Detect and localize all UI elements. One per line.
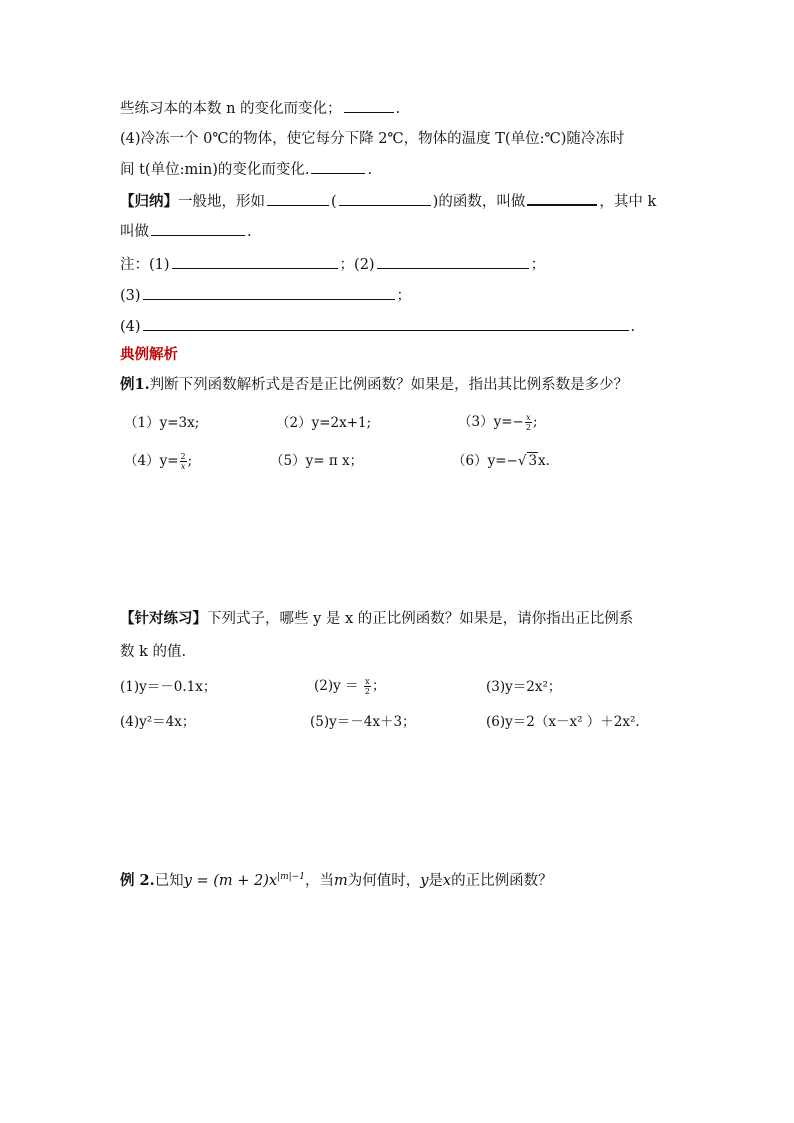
summary-tag: 【归纳】: [120, 193, 178, 210]
section-title: 典例解析: [120, 346, 178, 363]
example-1-question: 例1.判断下列函数解析式是否是正比例函数？如果是，指出其比例系数是多少？: [120, 376, 629, 393]
blank: [339, 191, 431, 206]
intro-line-3: 间 t(单位:min)的变化而变化. .: [120, 159, 372, 180]
example-2-question: 例 2.已知$y = (m + 2)x^{|m|-1}$，当m为何值时，y是x的正比例函数？: [120, 871, 553, 889]
blank: [311, 159, 365, 174]
practice-line-1: 【针对练习】下列式子，哪些 y 是 x 的正比例函数？如果是，请你指出正比例系: [120, 610, 634, 627]
formula: y = (m + 2)x: [183, 872, 278, 889]
practice-item-2: (2)y ＝ $\frac{x}{2}$ ；: [314, 677, 386, 696]
practice-item-6: (6)y＝2（x－x² ）＋2x².: [486, 714, 640, 730]
blank: [267, 191, 329, 206]
fraction: $\frac{x}{2}$: [364, 677, 370, 696]
practice-tag: 【针对练习】: [120, 610, 207, 627]
formula-exponent: |m|−1: [277, 872, 305, 882]
summary-line-1: 【归纳】一般地，形如 ( )的函数，叫做 ，其中 k: [120, 190, 656, 212]
ex1-item-6: （6）y=−√ 3x.: [452, 453, 550, 469]
notes-line-2: (3) ；: [120, 285, 411, 306]
practice-item-4: (4)y²＝4x；: [120, 714, 196, 730]
sqrt-symbol: √ 3: [517, 453, 538, 469]
fraction: $\frac{x}{2}$: [525, 413, 531, 432]
example-2-tag: 例 2.: [120, 871, 155, 889]
ex1-item-3: （3）y=− $\frac{x}{2}$ ;: [458, 413, 538, 432]
blank: [143, 316, 629, 331]
practice-item-5: (5)y＝－4x＋3；: [310, 714, 416, 730]
summary-line-2: 叫做 .: [120, 221, 252, 242]
practice-line-2: 数 k 的值.: [120, 644, 187, 660]
practice-item-3: (3)y＝2x²；: [486, 679, 562, 695]
example-1-tag: 例1.: [120, 376, 150, 393]
ex1-item-2: （2）y=2x+1;: [276, 415, 372, 431]
ex1-item-5: （5）y= π x；: [270, 453, 364, 469]
notes-line-3: (4) .: [120, 316, 635, 337]
blank: [377, 254, 529, 269]
intro-line-2: (4)冷冻一个 0℃的物体，使它每分下降 2℃，物体的温度 T(单位:℃)随冷冻时: [120, 131, 625, 147]
blank: [172, 254, 338, 269]
fraction: $\frac{2}{x}$: [180, 452, 186, 471]
intro-line-1: 些练习本的本数 n 的变化而变化； .: [120, 98, 400, 119]
ex1-item-4: （4）y= $\frac{2}{x}$ ;: [124, 452, 193, 471]
notes-line-1: 注：(1) ；(2) ；: [120, 254, 545, 275]
blank: [151, 221, 245, 236]
ex1-item-1: （1）y=3x;: [124, 415, 200, 431]
blank: [344, 98, 394, 113]
blank: [143, 285, 395, 300]
practice-item-1: (1)y＝－0.1x；: [120, 679, 217, 695]
blank: [527, 190, 597, 206]
